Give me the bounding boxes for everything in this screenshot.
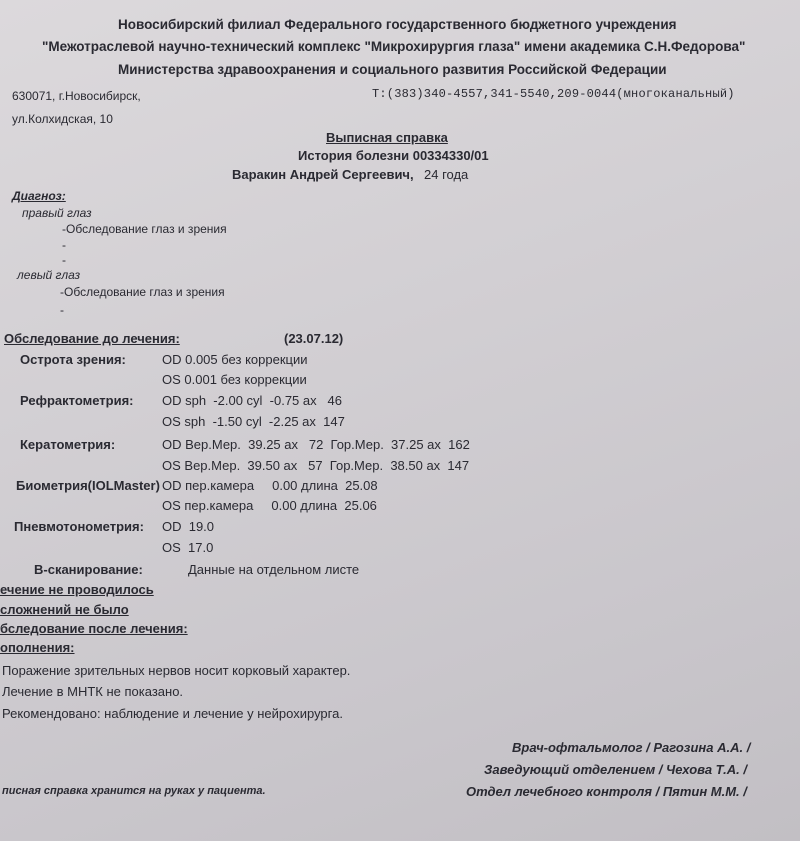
biometry-od: OD пер.камера 0.00 длина 25.08 [162, 478, 378, 493]
institution-line-1: Новосибирский филиал Федерального государственного бюджетного учреждения [118, 17, 677, 32]
visual-acuity-label: Острота зрения: [20, 352, 126, 367]
after-treatment-section: бследование после лечения: [0, 621, 188, 636]
additions-section: ополнения: [0, 640, 75, 655]
signature-doctor: Врач-офтальмолог / Рагозина А.А. / [512, 740, 751, 755]
left-eye-item: -Обследование глаз и зрения [60, 285, 225, 299]
tonometry-label: Пневмотонометрия: [14, 519, 144, 534]
keratometry-label: Кератометрия: [20, 437, 116, 452]
visual-acuity-od: OD 0.005 без коррекции [162, 352, 308, 367]
bscan-value: Данные на отдельном листе [188, 562, 360, 577]
bscan-label: B-сканирование: [34, 562, 143, 577]
note-line-1: Поражение зрительных нервов носит корковый характер. [2, 663, 351, 678]
biometry-label: Биометрия(IOLMaster) [16, 478, 160, 493]
visual-acuity-os: OS 0.001 без коррекции [162, 372, 307, 387]
refractometry-os: OS sph -1.50 cyl -2.25 ax 147 [162, 414, 345, 429]
note-line-3: Рекомендовано: наблюдение и лечение у нейрохирурга. [2, 706, 343, 721]
exam-date: (23.07.12) [284, 331, 344, 346]
refractometry-od: OD sph -2.00 cyl -0.75 ax 46 [162, 393, 342, 408]
note-line-2: Лечение в МНТК не показано. [2, 684, 184, 699]
left-eye-dash-1: - [60, 303, 64, 317]
right-eye-dash-2: - [62, 253, 66, 267]
institution-line-3: Министерства здравоохранения и социального развития Российской Федерации [118, 62, 667, 77]
document-title: Выписная справка [326, 130, 448, 145]
right-eye-item: -Обследование глаз и зрения [62, 222, 227, 236]
patient-age: 24 года [424, 167, 469, 182]
right-eye-label: правый глаз [22, 206, 92, 220]
signature-head: Заведующий отделением / Чехова Т.А. / [484, 762, 747, 777]
tonometry-od: OD 19.0 [162, 519, 215, 534]
postal-address: 630071, г.Новосибирск, [12, 89, 141, 103]
signature-control: Отдел лечебного контроля / Пятин М.М. / [466, 784, 747, 799]
street-address: ул.Колхидская, 10 [12, 112, 113, 126]
institution-line-2: "Межотраслевой научно-технический комплекс "Микрохирургия глаза" имени академика С.Н.Федорова" [42, 39, 746, 54]
keratometry-os: OS Вер.Мер. 39.50 ах 57 Гор.Мер. 38.50 ах 147 [162, 458, 470, 473]
right-eye-dash-1: - [62, 238, 66, 252]
diagnosis-heading: Диагноз: [12, 189, 66, 203]
exam-heading: Обследование до лечения: [4, 331, 180, 346]
history-number: История болезни 00334330/01 [298, 148, 489, 163]
patient-name: Варакин Андрей Сергеевич, [232, 167, 414, 182]
tonometry-os: OS 17.0 [162, 540, 214, 555]
phone-numbers: Т:(383)340-4557,341-5540,209-0044(многоканальный) [372, 87, 735, 101]
left-eye-label: левый глаз [17, 268, 81, 282]
keratometry-od: OD Вер.Мер. 39.25 ах 72 Гор.Мер. 37.25 ах 162 [162, 437, 470, 452]
complications-section: сложнений не было [0, 602, 129, 617]
refractometry-label: Рефрактометрия: [20, 393, 134, 408]
treatment-section: ечение не проводилось [0, 582, 154, 597]
biometry-os: OS пер.камера 0.00 длина 25.06 [162, 498, 377, 513]
footer-note: писная справка хранится на руках у пациента. [2, 785, 266, 797]
